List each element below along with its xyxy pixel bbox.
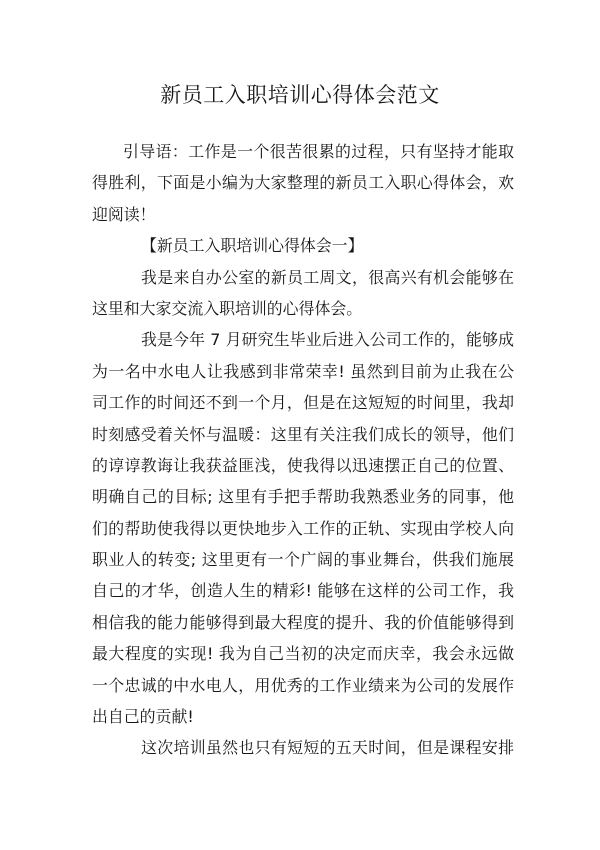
intro-line-1: 引导语：工作是一个很苦很累的过程，只有坚持才能取 <box>123 142 514 161</box>
paragraph-2-line-9: 自己的才华，创造人生的精彩! 能够在这样的公司工作，我 <box>92 581 514 601</box>
section-heading: 【新员工入职培训心得体会一】 <box>141 236 364 256</box>
paragraph-2 <box>92 324 514 732</box>
paragraph-2-line-12: 一个忠诚的中水电人，用优秀的工作业绩来为公司的发展作 <box>92 675 514 695</box>
paragraph-2-line-11: 最大程度的实现! 我为自己当初的决定而庆幸，我会永远做 <box>92 644 514 664</box>
paragraph-1 <box>92 262 514 325</box>
intro-line-3: 迎阅读！ <box>92 204 156 224</box>
paragraph-3-line-1: 这次培训虽然也只有短短的五天时间，但是课程安排 <box>141 738 514 758</box>
section-heading-block <box>92 230 514 261</box>
paragraph-2-line-4: 时刻感受着关怀与温暖：这里有关注我们成长的领导，他们 <box>92 424 514 444</box>
intro-line-2: 得胜利，下面是小编为大家整理的新员工入职心得体会，欢 <box>92 173 514 193</box>
paragraph-2-line-2: 为一名中水电人让我感到非常荣幸! 虽然到目前为止我在公 <box>92 361 514 381</box>
paragraph-3 <box>92 732 514 763</box>
paragraph-1-line-2: 这里和大家交流入职培训的心得体会。 <box>92 298 363 318</box>
paragraph-2-line-10: 相信我的能力能够得到最大程度的提升、我的价值能够得到 <box>92 612 514 632</box>
paragraph-2-line-5: 的谆谆教诲让我获益匪浅，使我得以迅速摆正自己的位置、 <box>92 455 514 475</box>
paragraph-1-line-1: 我是来自办公室的新员工周文，很高兴有机会能够在 <box>141 267 514 287</box>
paragraph-2-line-1: 我是今年 7 月研究生毕业后进入公司工作的，能够成 <box>141 330 514 350</box>
paragraph-2-line-7: 们的帮助使我得以更快地步入工作的正轨、实现由学校人向 <box>92 518 514 538</box>
document-title: 新员工入职培训心得体会范文 <box>160 83 440 107</box>
paragraph-2-line-13: 出自己的贡献! <box>92 707 194 727</box>
paragraph-2-line-3: 司工作的时间还不到一个月，但是在这短短的时间里，我却 <box>92 393 514 413</box>
document-body <box>92 136 514 764</box>
paragraph-intro <box>92 136 514 230</box>
paragraph-2-line-8: 职业人的转变; 这里更有一个广阔的事业舞台，供我们施展 <box>92 550 514 570</box>
paragraph-2-line-6: 明确自己的目标; 这里有手把手帮助我熟悉业务的同事，他 <box>92 487 514 507</box>
